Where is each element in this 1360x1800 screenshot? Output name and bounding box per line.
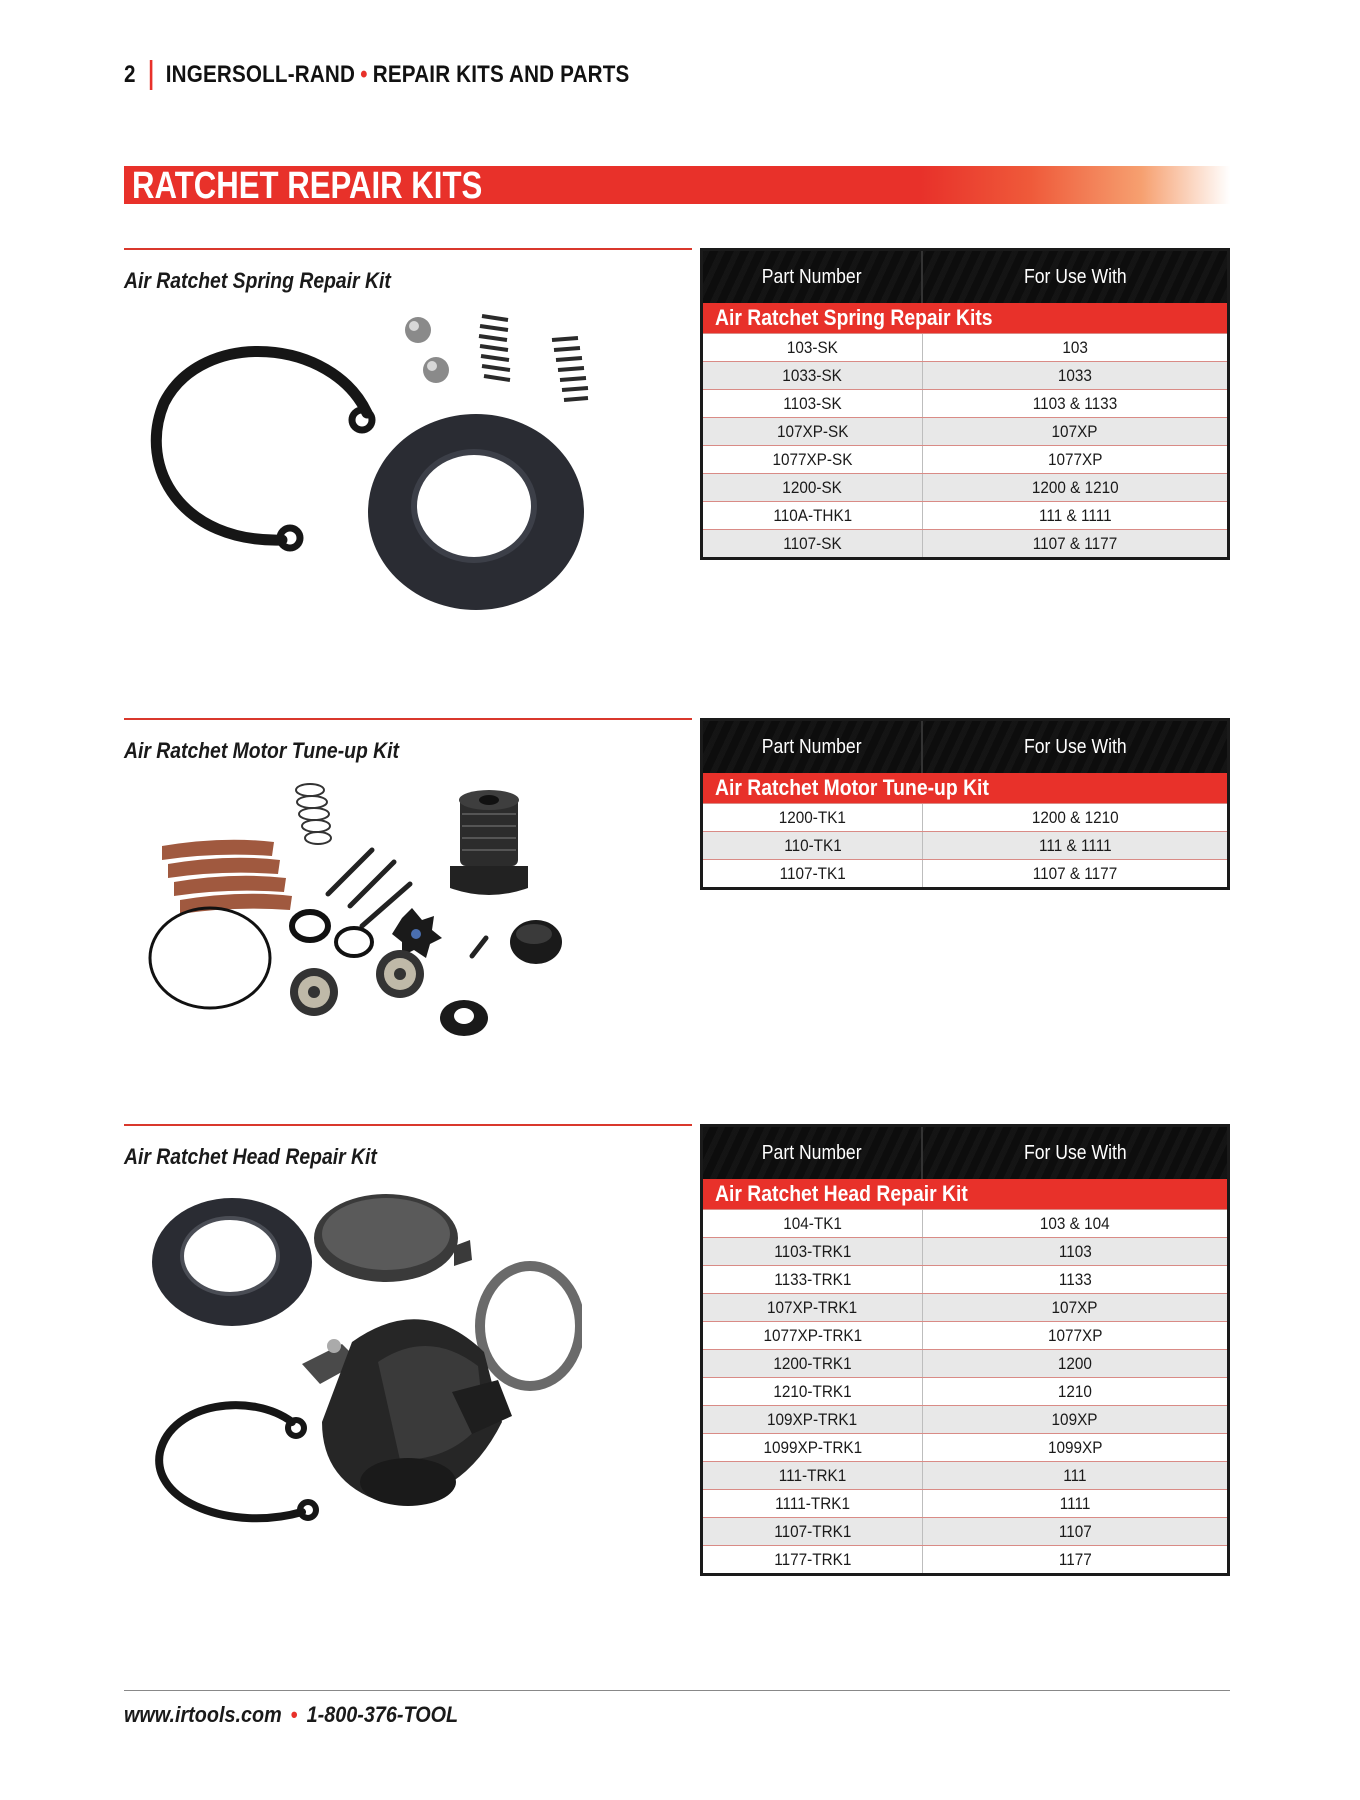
for-use-with: 1210 xyxy=(1057,1381,1093,1401)
part-number: 104-TK1 xyxy=(783,1213,842,1233)
section-spring-kit xyxy=(124,248,1230,678)
part-number: 1200-TRK1 xyxy=(773,1353,852,1373)
for-use-with: 1200 xyxy=(1057,1353,1093,1373)
part-number: 1107-TK1 xyxy=(779,863,846,883)
for-use-with: 1107 xyxy=(1058,1521,1092,1541)
for-use-with: 1103 xyxy=(1058,1241,1092,1261)
section-rule xyxy=(124,718,692,720)
part-number: 1103-TRK1 xyxy=(773,1241,852,1261)
part-number: 1133-TRK1 xyxy=(773,1269,852,1289)
table-row xyxy=(703,361,1227,389)
page-number: 2 xyxy=(124,61,136,88)
table-row xyxy=(703,1377,1227,1405)
part-number: 1103-SK xyxy=(783,393,842,413)
table-row xyxy=(703,1321,1227,1349)
table-row xyxy=(703,389,1227,417)
table-row xyxy=(703,1349,1227,1377)
part-number: 1200-TK1 xyxy=(778,807,847,827)
header-divider xyxy=(149,60,152,90)
for-use-with: 107XP xyxy=(1052,1297,1098,1317)
part-number: 1077XP-SK xyxy=(772,449,853,469)
table-header xyxy=(703,1127,1227,1179)
table-row xyxy=(703,473,1227,501)
table-row xyxy=(703,529,1227,557)
for-use-with: 1103 & 1133 xyxy=(1032,393,1118,413)
table-row xyxy=(703,1293,1227,1321)
footer-rule xyxy=(124,1690,1230,1691)
table-header xyxy=(703,721,1227,773)
part-number: 109XP-TRK1 xyxy=(767,1409,858,1429)
for-use-with: 103 xyxy=(1062,337,1088,357)
table-header xyxy=(703,251,1227,303)
for-use-with: 109XP xyxy=(1052,1409,1098,1429)
table-row xyxy=(703,1433,1227,1461)
table-row xyxy=(703,333,1227,361)
for-use-with: 103 & 104 xyxy=(1040,1213,1110,1233)
kit-label: Air Ratchet Motor Tune-up Kit xyxy=(124,738,399,763)
for-use-with: 1200 & 1210 xyxy=(1031,477,1119,497)
title-band xyxy=(124,165,1230,207)
part-number: 107XP-TRK1 xyxy=(767,1297,858,1317)
for-use-with: 1111 xyxy=(1059,1493,1091,1513)
part-number: 111-TRK1 xyxy=(778,1465,847,1485)
for-use-with: 1033 xyxy=(1057,365,1093,385)
kit-label: Air Ratchet Spring Repair Kit xyxy=(124,268,391,293)
part-number: 1177-TRK1 xyxy=(773,1549,852,1569)
for-use-with: 1107 & 1177 xyxy=(1032,533,1118,553)
part-number: 1200-SK xyxy=(782,477,843,497)
table-row xyxy=(703,417,1227,445)
footer xyxy=(124,1702,458,1728)
spring-kit-photo xyxy=(142,308,662,628)
website-link[interactable]: www.irtools.com xyxy=(124,1702,282,1727)
brand-name: INGERSOLL-RAND xyxy=(165,61,356,88)
for-use-with: 1077XP xyxy=(1047,1325,1103,1345)
part-number: 1033-SK xyxy=(782,365,843,385)
table-row xyxy=(703,1545,1227,1573)
section-motor-tuneup-kit xyxy=(124,718,1230,1118)
for-use-with: 1200 & 1210 xyxy=(1031,807,1119,827)
table-row xyxy=(703,1461,1227,1489)
phone-number: 1-800-376-TOOL xyxy=(306,1702,459,1727)
table-title: Air Ratchet Motor Tune-up Kit xyxy=(715,775,989,800)
page-title: RATCHET REPAIR KITS xyxy=(132,165,483,207)
col-for-use-with: For Use With xyxy=(1023,265,1127,288)
col-for-use-with: For Use With xyxy=(1023,735,1127,758)
footer-bullet: • xyxy=(290,1702,298,1727)
part-number: 1077XP-TRK1 xyxy=(763,1325,862,1345)
part-number: 1107-TRK1 xyxy=(773,1521,852,1541)
for-use-with: 111 & 1111 xyxy=(1038,835,1112,855)
table-row xyxy=(703,445,1227,473)
table-title: Air Ratchet Spring Repair Kits xyxy=(715,305,993,330)
part-number: 110A-THK1 xyxy=(773,505,852,525)
for-use-with: 111 & 1111 xyxy=(1038,505,1112,525)
part-number: 1210-TRK1 xyxy=(773,1381,852,1401)
table-row xyxy=(703,1265,1227,1293)
for-use-with: 1177 xyxy=(1058,1549,1092,1569)
table-row xyxy=(703,1405,1227,1433)
col-for-use-with: For Use With xyxy=(1023,1141,1127,1164)
col-part-number: Part Number xyxy=(762,1141,862,1164)
for-use-with: 1133 xyxy=(1058,1269,1092,1289)
table-row xyxy=(703,1237,1227,1265)
parts-table xyxy=(700,1124,1230,1576)
parts-table xyxy=(700,248,1230,560)
section-rule xyxy=(124,1124,692,1126)
table-row xyxy=(703,501,1227,529)
part-number: 107XP-SK xyxy=(776,421,849,441)
part-number: 1107-SK xyxy=(783,533,842,553)
section-rule xyxy=(124,248,692,250)
header-bullet: • xyxy=(360,61,368,88)
for-use-with: 1107 & 1177 xyxy=(1032,863,1118,883)
col-part-number: Part Number xyxy=(762,265,862,288)
part-number: 103-SK xyxy=(786,337,839,357)
part-number: 1099XP-TRK1 xyxy=(763,1437,862,1457)
table-row xyxy=(703,831,1227,859)
for-use-with: 1099XP xyxy=(1047,1437,1103,1457)
table-row xyxy=(703,803,1227,831)
for-use-with: 111 xyxy=(1063,1465,1087,1485)
table-row xyxy=(703,1489,1227,1517)
page-header xyxy=(124,58,629,92)
motor-kit-photo xyxy=(142,778,562,1048)
table-row xyxy=(703,859,1227,887)
table-row xyxy=(703,1209,1227,1237)
part-number: 110-TK1 xyxy=(783,835,842,855)
table-title: Air Ratchet Head Repair Kit xyxy=(715,1181,968,1206)
kit-label: Air Ratchet Head Repair Kit xyxy=(124,1144,377,1169)
for-use-with: 1077XP xyxy=(1047,449,1103,469)
header-section: REPAIR KITS AND PARTS xyxy=(372,61,630,88)
table-row xyxy=(703,1517,1227,1545)
col-part-number: Part Number xyxy=(762,735,862,758)
for-use-with: 107XP xyxy=(1052,421,1098,441)
parts-table xyxy=(700,718,1230,890)
part-number: 1111-TRK1 xyxy=(775,1493,850,1513)
section-head-repair-kit xyxy=(124,1124,1230,1604)
head-kit-photo xyxy=(142,1192,582,1542)
